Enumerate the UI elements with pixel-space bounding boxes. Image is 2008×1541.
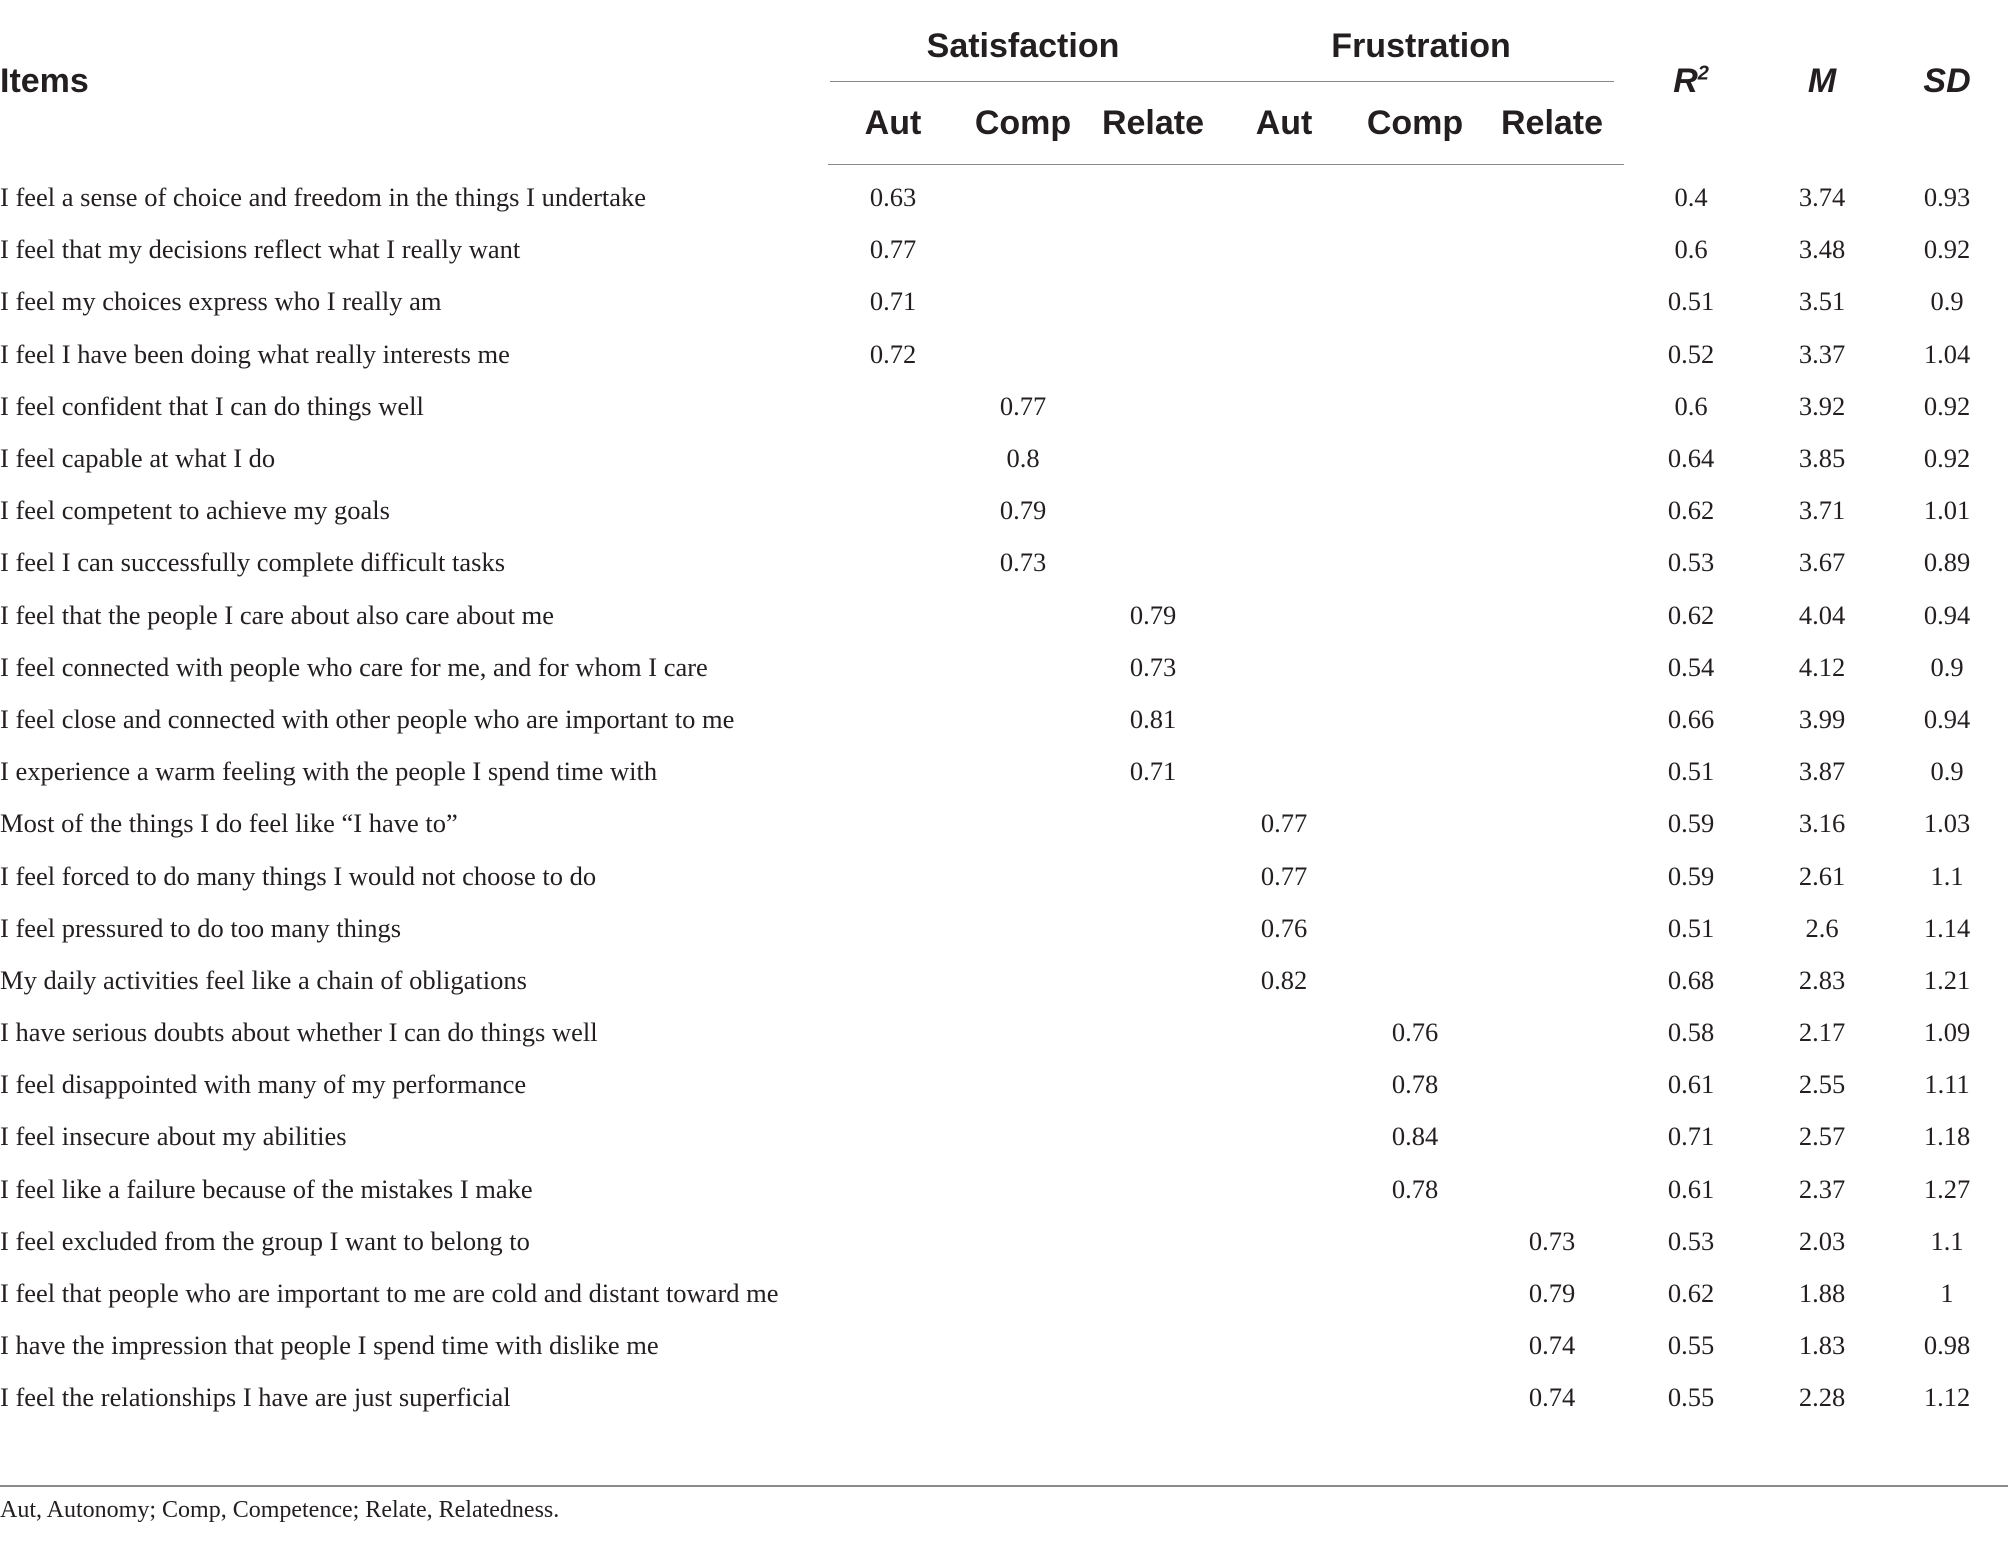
r-squared-value: 0.62 — [1667, 1277, 1715, 1308]
item-text: I feel insecure about my abilities — [0, 1121, 347, 1152]
mean-value: 2.83 — [1798, 964, 1846, 995]
fr-relate-loading — [1480, 380, 1624, 432]
sat-relate-loading: 0.73 — [1129, 651, 1177, 682]
mean-value: 1.88 — [1798, 1277, 1846, 1308]
fr-relate-loading — [1480, 275, 1624, 327]
table-row — [0, 1163, 2008, 1215]
sd-value: 0.9 — [1930, 286, 1964, 317]
sat-relate-loading — [1088, 954, 1218, 1006]
table-row — [0, 849, 2008, 901]
sd-value: 0.92 — [1923, 443, 1971, 474]
sat-aut-loading — [828, 1267, 958, 1319]
sat-comp-loading — [958, 1058, 1088, 1110]
table-row — [0, 1267, 2008, 1319]
sd-value: 1.18 — [1923, 1121, 1971, 1152]
fr-comp-loading — [1350, 432, 1480, 484]
r-squared-value: 0.53 — [1667, 547, 1715, 578]
sat-aut-loading — [828, 797, 958, 849]
sd-value: 0.94 — [1923, 703, 1971, 734]
mean-value: 3.92 — [1798, 390, 1846, 421]
r-squared-value: 0.68 — [1667, 964, 1715, 995]
mean-value: 3.48 — [1798, 234, 1846, 265]
sat-relate-loading — [1088, 1319, 1218, 1371]
sat-comp-loading: 0.79 — [999, 495, 1047, 526]
fr-aut-loading — [1218, 1319, 1350, 1371]
item-text: I feel my choices express who I really am — [0, 286, 442, 317]
r-squared-value: 0.58 — [1667, 1017, 1715, 1048]
frustration-group-header — [1218, 0, 1624, 82]
r-squared-value: 0.61 — [1667, 1069, 1715, 1100]
table-header — [0, 0, 2008, 165]
sat-relate-loading — [1088, 380, 1218, 432]
fr-relate-loading — [1480, 432, 1624, 484]
sat-aut-loading — [828, 954, 958, 1006]
sat-relate-loading — [1088, 1267, 1218, 1319]
item-text: I feel like a failure because of the mistakes I make — [0, 1173, 533, 1204]
sat-comp-loading — [958, 1267, 1088, 1319]
item-text: I have serious doubts about whether I can do things well — [0, 1017, 598, 1048]
fr-relate-loading — [1480, 693, 1624, 745]
mean-value: 2.17 — [1798, 1017, 1846, 1048]
table-row — [0, 484, 2008, 536]
table-row — [0, 223, 2008, 275]
r-squared-value: 0.59 — [1667, 808, 1715, 839]
table-footnote: Aut, Autonomy; Comp, Competence; Relate, Relatedness. — [0, 1497, 560, 1523]
satisfaction-label: Satisfaction — [926, 27, 1120, 65]
fr-aut-loading — [1218, 1371, 1350, 1423]
table-row — [0, 1371, 2008, 1423]
fr-aut-loading — [1218, 1267, 1350, 1319]
item-text: I feel that my decisions reflect what I really want — [0, 234, 521, 265]
sat-aut-loading — [828, 536, 958, 588]
sat-aut-loading — [828, 1006, 958, 1058]
table-row — [0, 165, 2008, 224]
fr-comp-loading — [1350, 380, 1480, 432]
sat-comp-loading — [958, 1371, 1088, 1423]
fr-comp-loading — [1350, 589, 1480, 641]
sat-comp-loading — [958, 1215, 1088, 1267]
sd-value: 0.92 — [1923, 234, 1971, 265]
r-squared-value: 0.62 — [1667, 495, 1715, 526]
sat-aut-loading — [828, 745, 958, 797]
sd-value: 0.94 — [1923, 599, 1971, 630]
sd-value: 0.9 — [1930, 651, 1964, 682]
fr-comp-loading — [1350, 902, 1480, 954]
fr-relate-header: Relate — [1480, 82, 1624, 165]
r-squared-value: 0.59 — [1667, 860, 1715, 891]
sat-comp-loading — [958, 328, 1088, 380]
fr-aut-loading — [1218, 1058, 1350, 1110]
fr-aut-loading — [1218, 432, 1350, 484]
item-text: I feel confident that I can do things well — [0, 390, 424, 421]
fr-comp-loading — [1350, 484, 1480, 536]
fr-relate-loading: 0.73 — [1528, 1225, 1576, 1256]
r-squared-value: 0.6 — [1674, 390, 1708, 421]
sat-relate-loading: 0.81 — [1129, 703, 1177, 734]
mean-value: 3.85 — [1798, 443, 1846, 474]
fr-comp-loading — [1350, 1215, 1480, 1267]
mean-value: 4.04 — [1798, 599, 1846, 630]
fr-relate-loading — [1480, 641, 1624, 693]
fr-aut-loading — [1218, 223, 1350, 275]
fr-comp-loading — [1350, 1319, 1480, 1371]
footer-rule — [0, 1485, 2008, 1487]
sd-value: 1.01 — [1923, 495, 1971, 526]
fr-aut-loading — [1218, 693, 1350, 745]
item-text: I feel the relationships I have are just superficial — [0, 1382, 511, 1413]
fr-relate-loading: 0.79 — [1528, 1277, 1576, 1308]
table-row — [0, 536, 2008, 588]
table-row — [0, 1058, 2008, 1110]
r-squared-value: 0.51 — [1667, 756, 1715, 787]
r-squared-value: 0.51 — [1667, 286, 1715, 317]
r-squared-value: 0.55 — [1667, 1382, 1715, 1413]
mean-value: 2.55 — [1798, 1069, 1846, 1100]
sat-comp-loading — [958, 902, 1088, 954]
fr-comp-loading — [1350, 797, 1480, 849]
sd-value: 1 — [1940, 1277, 1954, 1308]
fr-relate-loading — [1480, 902, 1624, 954]
mean-value: 3.67 — [1798, 547, 1846, 578]
sd-value: 1.12 — [1923, 1382, 1971, 1413]
fr-aut-loading — [1218, 1163, 1350, 1215]
table-row — [0, 902, 2008, 954]
item-text: I feel a sense of choice and freedom in the things I undertake — [0, 181, 647, 212]
sat-comp-loading: 0.77 — [999, 390, 1047, 421]
sat-aut-loading: 0.77 — [869, 234, 917, 265]
items-column-header: Items — [0, 61, 89, 100]
sat-comp-loading — [958, 641, 1088, 693]
mean-value: 2.57 — [1798, 1121, 1846, 1152]
sat-relate-loading — [1088, 165, 1218, 224]
table-row — [0, 380, 2008, 432]
sat-comp-loading — [958, 849, 1088, 901]
sat-aut-loading — [828, 1058, 958, 1110]
sat-aut-header: Aut — [828, 82, 958, 165]
r-squared-value: 0.66 — [1667, 703, 1715, 734]
fr-relate-loading — [1480, 223, 1624, 275]
item-text: I feel forced to do many things I would not choose to do — [0, 860, 597, 891]
table-row — [0, 954, 2008, 1006]
table-row — [0, 693, 2008, 745]
fr-comp-loading: 0.84 — [1391, 1121, 1439, 1152]
mean-value: 3.71 — [1798, 495, 1846, 526]
sat-relate-loading — [1088, 1110, 1218, 1162]
sat-aut-loading — [828, 693, 958, 745]
fr-comp-loading — [1350, 328, 1480, 380]
fr-comp-loading — [1350, 641, 1480, 693]
fr-aut-loading — [1218, 380, 1350, 432]
sat-comp-loading — [958, 223, 1088, 275]
mean-value: 3.16 — [1798, 808, 1846, 839]
sat-relate-loading — [1088, 1163, 1218, 1215]
mean-value: 3.51 — [1798, 286, 1846, 317]
mean-value: 3.99 — [1798, 703, 1846, 734]
table-row — [0, 1110, 2008, 1162]
table-row — [0, 432, 2008, 484]
sd-value: 1.27 — [1923, 1173, 1971, 1204]
r-squared-value: 0.53 — [1667, 1225, 1715, 1256]
mean-value: 3.87 — [1798, 756, 1846, 787]
fr-aut-loading — [1218, 328, 1350, 380]
sat-relate-loading — [1088, 1058, 1218, 1110]
sat-aut-loading — [828, 380, 958, 432]
fr-comp-loading — [1350, 954, 1480, 1006]
item-text: My daily activities feel like a chain of obligations — [0, 964, 527, 995]
item-text: I feel close and connected with other people who are important to me — [0, 703, 735, 734]
table-row — [0, 328, 2008, 380]
fr-aut-loading — [1218, 275, 1350, 327]
fr-relate-loading — [1480, 484, 1624, 536]
mean-value: 3.74 — [1798, 181, 1846, 212]
table-row — [0, 589, 2008, 641]
r-squared-value: 0.52 — [1667, 338, 1715, 369]
sat-relate-loading — [1088, 223, 1218, 275]
sat-relate-loading — [1088, 902, 1218, 954]
r-squared-value: 0.62 — [1667, 599, 1715, 630]
item-text: I experience a warm feeling with the people I spend time with — [0, 756, 658, 787]
mean-value: 2.37 — [1798, 1173, 1846, 1204]
fr-comp-loading — [1350, 693, 1480, 745]
item-text: I feel I have been doing what really interests me — [0, 338, 510, 369]
sat-comp-loading: 0.73 — [999, 547, 1047, 578]
sat-aut-loading: 0.72 — [869, 338, 917, 369]
fr-aut-loading: 0.76 — [1260, 912, 1308, 943]
sat-relate-loading — [1088, 1006, 1218, 1058]
r-squared-value: 0.61 — [1667, 1173, 1715, 1204]
fr-aut-loading — [1218, 1110, 1350, 1162]
fr-relate-loading: 0.74 — [1528, 1330, 1576, 1361]
fr-comp-loading — [1350, 275, 1480, 327]
item-text: I feel I can successfully complete difficult tasks — [0, 547, 506, 578]
r-squared-value: 0.54 — [1667, 651, 1715, 682]
fr-relate-loading: 0.74 — [1528, 1382, 1576, 1413]
r-squared-value: 0.64 — [1667, 443, 1715, 474]
sat-relate-loading — [1088, 1215, 1218, 1267]
sat-comp-loading — [958, 165, 1088, 224]
item-text: I feel pressured to do too many things — [0, 912, 402, 943]
fr-aut-loading: 0.77 — [1260, 860, 1308, 891]
fr-aut-loading: 0.82 — [1260, 964, 1308, 995]
sd-value: 0.9 — [1930, 756, 1964, 787]
fr-comp-loading — [1350, 1371, 1480, 1423]
sat-relate-loading — [1088, 536, 1218, 588]
fr-relate-loading — [1480, 797, 1624, 849]
sat-aut-loading — [828, 641, 958, 693]
table-row — [0, 745, 2008, 797]
fr-aut-loading — [1218, 589, 1350, 641]
table-row — [0, 1215, 2008, 1267]
mean-value: 2.28 — [1798, 1382, 1846, 1413]
sat-relate-loading: 0.79 — [1129, 599, 1177, 630]
sd-value: 0.89 — [1923, 547, 1971, 578]
fr-relate-loading — [1480, 849, 1624, 901]
fr-comp-loading — [1350, 745, 1480, 797]
sd-value: 1.1 — [1930, 860, 1964, 891]
table-row — [0, 275, 2008, 327]
fr-aut-loading — [1218, 745, 1350, 797]
sd-column-header: SD — [1923, 61, 1971, 100]
fr-aut-loading — [1218, 1215, 1350, 1267]
sat-comp-loading — [958, 1163, 1088, 1215]
sat-comp-loading — [958, 693, 1088, 745]
fr-aut-loading — [1218, 165, 1350, 224]
sat-relate-loading — [1088, 484, 1218, 536]
table-row — [0, 641, 2008, 693]
mean-value: 3.37 — [1798, 338, 1846, 369]
fr-relate-loading — [1480, 745, 1624, 797]
fr-comp-loading — [1350, 1267, 1480, 1319]
sd-value: 0.92 — [1923, 390, 1971, 421]
sat-comp-loading — [958, 589, 1088, 641]
fr-aut-loading — [1218, 484, 1350, 536]
mean-value: 2.03 — [1798, 1225, 1846, 1256]
sat-relate-loading — [1088, 328, 1218, 380]
fr-relate-loading — [1480, 1163, 1624, 1215]
fr-relate-loading — [1480, 1058, 1624, 1110]
sat-aut-loading — [828, 1215, 958, 1267]
r-squared-value: 0.4 — [1674, 181, 1708, 212]
sat-relate-header: Relate — [1088, 82, 1218, 165]
sat-aut-loading — [828, 484, 958, 536]
sat-comp-loading — [958, 275, 1088, 327]
frustration-label: Frustration — [1331, 27, 1511, 65]
item-text: I feel that the people I care about also care about me — [0, 599, 555, 630]
sat-aut-loading — [828, 432, 958, 484]
mean-value: 1.83 — [1798, 1330, 1846, 1361]
sd-value: 0.93 — [1923, 181, 1971, 212]
satisfaction-rule — [830, 81, 1218, 83]
fr-relate-loading — [1480, 589, 1624, 641]
fr-comp-header: Comp — [1350, 82, 1480, 165]
sat-comp-loading — [958, 1006, 1088, 1058]
sd-value: 1.09 — [1923, 1017, 1971, 1048]
item-text: I feel excluded from the group I want to belong to — [0, 1225, 530, 1256]
sat-aut-loading — [828, 1371, 958, 1423]
sat-relate-loading — [1088, 275, 1218, 327]
sat-aut-loading — [828, 902, 958, 954]
sat-aut-loading: 0.63 — [869, 182, 917, 213]
fr-relate-loading — [1480, 954, 1624, 1006]
mean-value: 4.12 — [1798, 651, 1846, 682]
item-text: Most of the things I do feel like “I have to” — [0, 808, 458, 839]
sat-comp-loading — [958, 1110, 1088, 1162]
sat-comp-header: Comp — [958, 82, 1088, 165]
sd-value: 1.1 — [1930, 1225, 1964, 1256]
sat-aut-loading — [828, 589, 958, 641]
sat-comp-loading — [958, 954, 1088, 1006]
sat-relate-loading — [1088, 849, 1218, 901]
fr-relate-loading — [1480, 165, 1624, 224]
r-squared-column-header — [1624, 0, 1758, 165]
fr-relate-loading — [1480, 328, 1624, 380]
fr-relate-loading — [1480, 536, 1624, 588]
frustration-rule — [1218, 81, 1614, 83]
sat-relate-loading — [1088, 797, 1218, 849]
sat-comp-loading: 0.8 — [1006, 443, 1040, 474]
sd-value: 0.98 — [1923, 1330, 1971, 1361]
r-squared-value: 0.55 — [1667, 1330, 1715, 1361]
fr-aut-loading — [1218, 1006, 1350, 1058]
sd-value: 1.04 — [1923, 338, 1971, 369]
satisfaction-group-header — [828, 0, 1218, 82]
fr-relate-loading — [1480, 1110, 1624, 1162]
mean-value: 2.6 — [1805, 912, 1839, 943]
r-squared-value: 0.6 — [1674, 234, 1708, 265]
mean-column-header: M — [1807, 61, 1837, 100]
sat-aut-loading — [828, 1163, 958, 1215]
fr-comp-loading — [1350, 536, 1480, 588]
fr-comp-loading: 0.76 — [1391, 1017, 1439, 1048]
sat-aut-loading — [828, 1110, 958, 1162]
table-body — [0, 165, 2008, 1424]
mean-value: 2.61 — [1798, 860, 1846, 891]
sat-comp-loading — [958, 797, 1088, 849]
fr-aut-loading — [1218, 641, 1350, 693]
item-text: I have the impression that people I spend time with dislike me — [0, 1330, 659, 1361]
sat-relate-loading — [1088, 432, 1218, 484]
sat-aut-loading — [828, 1319, 958, 1371]
fr-comp-loading: 0.78 — [1391, 1173, 1439, 1204]
item-text: I feel competent to achieve my goals — [0, 495, 390, 526]
item-text: I feel capable at what I do — [0, 443, 276, 474]
fr-relate-loading — [1480, 1006, 1624, 1058]
sd-value: 1.03 — [1923, 808, 1971, 839]
sat-relate-loading — [1088, 1371, 1218, 1423]
sat-comp-loading — [958, 1319, 1088, 1371]
fr-comp-loading — [1350, 165, 1480, 224]
item-text: I feel connected with people who care for me, and for whom I care — [0, 651, 708, 682]
fr-aut-loading: 0.77 — [1260, 808, 1308, 839]
sd-value: 1.11 — [1924, 1069, 1970, 1100]
sat-relate-loading: 0.71 — [1129, 756, 1177, 787]
table-row — [0, 1006, 2008, 1058]
sat-aut-loading: 0.71 — [869, 286, 917, 317]
item-text: I feel disappointed with many of my performance — [0, 1069, 527, 1100]
sat-aut-loading — [828, 849, 958, 901]
r-squared-base: R — [1673, 61, 1698, 100]
item-text: I feel that people who are important to me are cold and distant toward me — [0, 1277, 779, 1308]
table-row — [0, 1319, 2008, 1371]
sd-value: 1.21 — [1923, 964, 1971, 995]
fr-aut-header: Aut — [1218, 82, 1350, 165]
fr-comp-loading — [1350, 849, 1480, 901]
sd-value: 1.14 — [1923, 912, 1971, 943]
r-squared-value: 0.71 — [1667, 1121, 1715, 1152]
table-row — [0, 797, 2008, 849]
fr-aut-loading — [1218, 536, 1350, 588]
fr-comp-loading — [1350, 223, 1480, 275]
fr-comp-loading: 0.78 — [1391, 1069, 1439, 1100]
r-squared-superscript: 2 — [1697, 62, 1709, 85]
r-squared-value: 0.51 — [1667, 912, 1715, 943]
sat-comp-loading — [958, 745, 1088, 797]
